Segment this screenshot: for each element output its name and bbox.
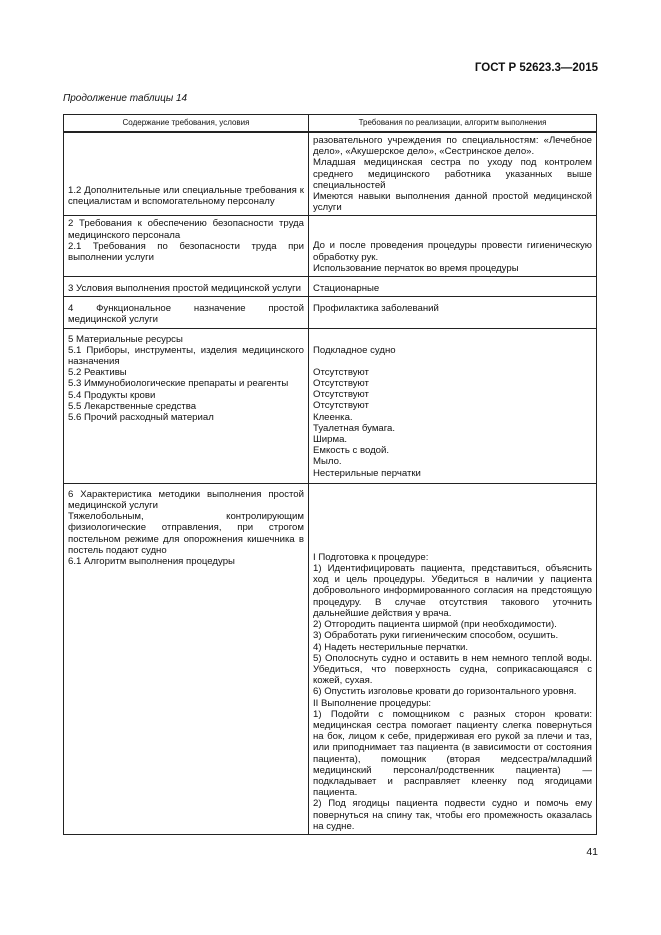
cell-text: Клеенка.	[313, 411, 353, 423]
cell-text: Профилактика заболеваний	[313, 303, 439, 315]
cell-text: 2.1 Требования по безопасности труда при выполнении услуги	[68, 240, 304, 264]
row-1-right-cell	[309, 132, 597, 216]
cell-text: Отсутствуют	[313, 400, 369, 412]
table-row	[64, 297, 597, 328]
cell-text: 1) Подойти с помощником с разных сторон кровати: медицинская сестра помогает пациенту слегка повернуться на бок, лицом к себе, придерживая его рукой за плечи и таз, или приподнимает таз пациента (в зависимости от состояния пациента), помощник (вторая медсестра/младший медицинский персонал/родственник пациента) — подкладывает и расправляет клеенку под ягодицами пациента.	[313, 708, 592, 799]
cell-text: Отсутствуют	[313, 389, 369, 401]
cell-text: 1.2 Дополнительные или специальные требования к специалистам и вспомогательному персоналу	[68, 185, 304, 208]
cell-text: 6) Опустить изголовье кровати до горизонтального уровня.	[313, 686, 577, 698]
cell-text: Емкость с водой.	[313, 445, 390, 457]
cell-text: 1) Идентифицировать пациента, представиться, объяснить ход и цель процедуры. Убедиться в наличии у пациента добровольного информированного согласия на предстоящую процедуру. В случае отсутствия такового уточнить дальнейшие действия у врача.	[313, 563, 592, 619]
cell-text: Использование перчаток во время процедуры	[313, 262, 519, 274]
row-4-left-cell	[64, 297, 309, 328]
cell-text: 2) Отгородить пациента ширмой (при необходимости).	[313, 619, 557, 631]
table-row	[64, 277, 597, 297]
cell-text: 4 Функциональное назначение простой медицинской услуги	[68, 303, 304, 326]
document-code: ГОСТ Р 52623.3—2015	[474, 62, 598, 74]
cell-text: Ширма.	[313, 434, 348, 446]
cell-text: 3 Условия выполнения простой медицинской услуги	[68, 283, 302, 295]
table-row	[64, 132, 597, 216]
table-caption: Продолжение таблицы 14	[63, 93, 188, 104]
cell-text: II Выполнение процедуры:	[313, 697, 432, 709]
column-header-left: Содержание требования, условия	[64, 115, 309, 133]
cell-text: 3) Обработать руки гигиеническим способом, осушить.	[313, 630, 559, 642]
row-5-right-cell	[309, 328, 597, 483]
cell-text: 5.4 Продукты крови	[68, 389, 156, 401]
row-2-right-cell	[309, 216, 597, 277]
cell-text: 2) Под ягодицы пациента подвести судно и помочь ему повернуться на спину так, чтобы его промежность оказалась на судне.	[313, 798, 592, 832]
cell-text: Имеются навыки выполнения данной простой медицинской услуги	[313, 191, 592, 214]
cell-text: 6.1 Алгоритм выполнения процедуры	[68, 556, 235, 568]
cell-text: разовательного учреждения по специальностям: «Лечебное дело», «Акушерское дело», «Сестринское дело».	[313, 135, 592, 158]
row-2-left-cell	[64, 216, 309, 277]
cell-text: До и после проведения процедуры провести гигиеническую обработку рук.	[313, 240, 592, 263]
cell-text: 5 Материальные ресурсы	[68, 333, 183, 345]
requirements-table	[63, 114, 597, 835]
row-3-right-cell	[309, 277, 597, 297]
cell-text: Туалетная бумага.	[313, 422, 396, 434]
cell-text: Подкладное судно	[313, 344, 396, 356]
row-6-left-cell	[64, 483, 309, 834]
cell-text: Отсутствуют	[313, 366, 369, 378]
column-header-right: Требования по реализации, алгоритм выполнения	[309, 115, 597, 133]
cell-text: 5) Ополоснуть судно и оставить в нем немного теплой воды. Убедиться, что поверхность судна, соприкасающаяся с кожей, сухая.	[313, 652, 592, 687]
cell-text: 5.2 Реактивы	[68, 367, 127, 379]
row-4-right-cell	[309, 297, 597, 328]
table-row	[64, 216, 597, 277]
page-number: 41	[586, 846, 598, 858]
cell-text: 6 Характеристика методики выполнения простой медицинской услуги	[68, 488, 304, 512]
cell-text: 5.3 Иммунобиологические препараты и реагенты	[68, 378, 289, 390]
cell-text: 4) Надеть нестерильные перчатки.	[313, 641, 469, 653]
cell-text: I Подготовка к процедуре:	[313, 551, 429, 563]
table-row	[64, 328, 597, 483]
cell-text: Мыло.	[313, 456, 342, 468]
table-header-row	[64, 115, 597, 133]
cell-text: 5.1 Приборы, инструменты, изделия медицинского назначения	[68, 344, 304, 368]
cell-text: Тяжелобольным, контролирующим физиологические отправления, при строгом постельном режиме для опорожнения кишечника в постель подают судно	[68, 511, 304, 556]
cell-text: Отсутствуют	[313, 378, 369, 390]
cell-text: 5.6 Прочий расходный материал	[68, 412, 214, 424]
cell-text: Нестерильные перчатки	[313, 467, 421, 479]
row-5-left-cell	[64, 328, 309, 483]
cell-text: 5.5 Лекарственные средства	[68, 400, 197, 412]
cell-text: 2 Требования к обеспечению безопасности труда медицинского персонала	[68, 218, 304, 241]
cell-text: Стационарные	[313, 283, 380, 295]
row-1-left-cell	[64, 132, 309, 216]
row-6-right-cell	[309, 483, 597, 834]
row-3-left-cell	[64, 277, 309, 297]
cell-text: Младшая медицинская сестра по уходу под контролем среднего медицинского работника указанных выше специальностей	[313, 157, 592, 191]
table-row	[64, 483, 597, 834]
